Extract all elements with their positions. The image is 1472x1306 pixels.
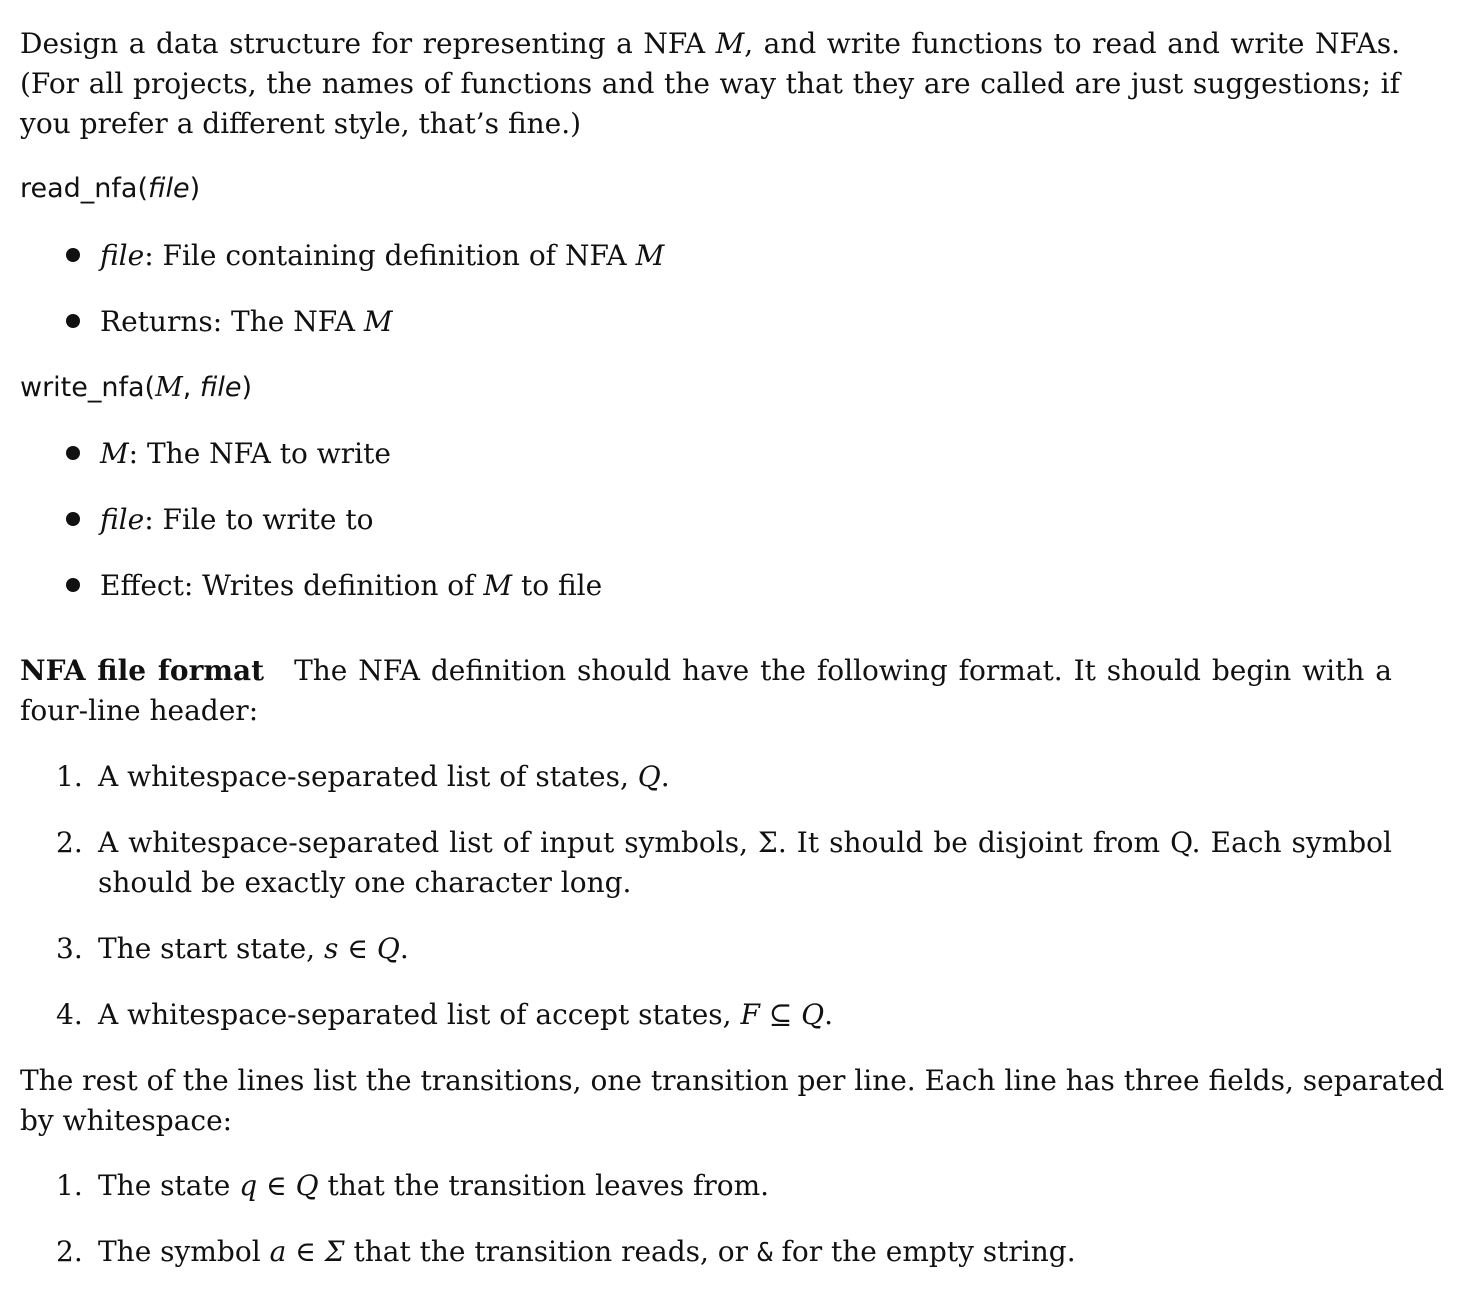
write-nfa-bullet-m: M: The NFA to write bbox=[66, 434, 391, 474]
transition-item-2: 2. The symbol a ∈ Σ that the transition reads, or & for the empty string. bbox=[56, 1235, 1076, 1268]
write-nfa-bullet-effect: Effect: Writes definition of M to file bbox=[66, 566, 602, 606]
bullet-dot-icon bbox=[66, 512, 80, 526]
bullet-dot-icon bbox=[66, 248, 80, 262]
transitions-line-2: by whitespace: bbox=[20, 1104, 233, 1137]
transition-item-1: 1. The state q ∈ Q that the transition leaves from. bbox=[56, 1169, 770, 1202]
write-nfa-bullet-file: file: File to write to bbox=[66, 500, 374, 540]
transitions-paragraph bbox=[20, 1061, 1445, 1141]
header-item-4: 4. A whitespace-separated list of accept states, F ⊆ Q. bbox=[56, 998, 834, 1031]
transitions-line-1: The rest of the lines list the transitions, one transition per line. Each line has three fields, separated bbox=[20, 1064, 1445, 1097]
format-paragraph bbox=[20, 651, 1392, 731]
intro-line-3: you prefer a different style, that’s fine.) bbox=[20, 107, 582, 140]
format-line-1: NFA file format The NFA definition should have the following format. It should begin with a bbox=[20, 654, 1393, 687]
read-nfa-bullet-file: file: File containing definition of NFA M bbox=[66, 236, 664, 276]
intro-paragraph bbox=[20, 24, 1400, 144]
bullet-dot-icon bbox=[66, 314, 80, 328]
format-line-2: four-line header: bbox=[20, 694, 259, 727]
write-nfa-signature: write_nfa(M, file) bbox=[20, 372, 253, 403]
bullet-dot-icon bbox=[66, 446, 80, 460]
intro-line-1: Design a data structure for representing a NFA M, and write functions to read and write NFAs. bbox=[20, 27, 1400, 60]
header-item-3: 3. The start state, s ∈ Q. bbox=[56, 932, 409, 965]
intro-line-2: (For all projects, the names of functions and the way that they are called are just suggestions; if bbox=[20, 67, 1400, 100]
header-item-2: 2. A whitespace-separated list of input symbols, Σ. It should be disjoint from Q. Each symbol should be exactly one character long. bbox=[56, 826, 1392, 899]
empty-string-symbol: & bbox=[756, 1238, 773, 1268]
header-item-1: 1. A whitespace-separated list of states, Q. bbox=[56, 760, 670, 793]
read-nfa-bullet-returns: Returns: The NFA M bbox=[66, 302, 393, 342]
read-nfa-signature: read_nfa(file) bbox=[20, 173, 201, 204]
format-heading: NFA file format bbox=[20, 654, 265, 687]
bullet-dot-icon bbox=[66, 578, 80, 592]
